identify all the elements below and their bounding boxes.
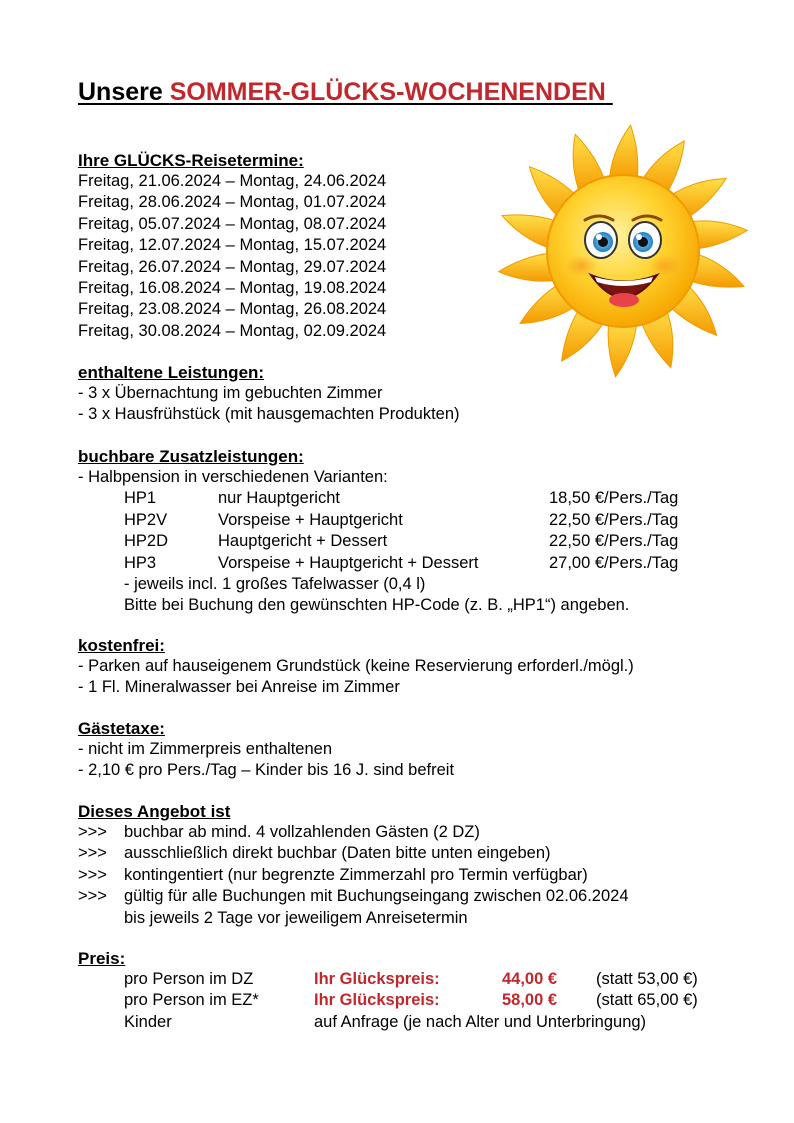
offer-item	[78, 843, 718, 864]
offer-item	[78, 865, 718, 886]
free-item: - Parken auf hauseigenem Grundstück (keine Reservierung erforderl./mögl.)	[78, 657, 634, 675]
offer-text: kontingentiert (nur begrenzte Zimmerzahl pro Termin verfügbar)	[124, 865, 588, 884]
price-label: pro Person im EZ*	[124, 991, 259, 1010]
price-instead: (statt 53,00 €)	[596, 970, 698, 988]
tax-item: - nicht im Zimmerpreis enthaltenen	[78, 740, 333, 758]
offer-marker: >>>	[78, 844, 107, 863]
hp-price: 22,50 €/Pers./Tag	[549, 510, 679, 529]
kids-label: Kinder	[124, 1012, 172, 1031]
extras-note: - jeweils incl. 1 großes Tafelwasser (0,4 l)	[124, 574, 426, 593]
left-cheek	[565, 255, 597, 277]
offer-section	[78, 801, 718, 929]
offer-text: ausschließlich direkt buchbar (Daten bitte unten eingeben)	[124, 844, 551, 863]
hp-option-row	[78, 553, 718, 574]
date-item: Freitag, 21.06.2024 – Montag, 24.06.2024	[78, 172, 387, 190]
hp-desc: nur Hauptgericht	[218, 489, 340, 508]
page-title	[78, 76, 613, 108]
price-label: pro Person im DZ	[124, 970, 254, 988]
price-section	[78, 948, 738, 1033]
kids-value: auf Anfrage (je nach Alter und Unterbringung)	[314, 1012, 647, 1031]
date-item: Freitag, 30.08.2024 – Montag, 02.09.2024	[78, 321, 387, 340]
hp-price: 27,00 €/Pers./Tag	[549, 553, 679, 572]
offer-marker: >>>	[78, 887, 107, 906]
offer-item	[78, 886, 718, 907]
sun-ray	[608, 320, 637, 377]
price-row	[78, 969, 738, 990]
offer-continuation: bis jeweils 2 Tage vor jeweiligem Anreisetermin	[124, 908, 468, 927]
free-heading: kostenfrei:	[78, 636, 165, 655]
hp-code: HP2D	[124, 532, 169, 551]
extras-heading: buchbare Zusatzleistungen:	[78, 447, 304, 466]
right-cheek	[649, 255, 681, 277]
price-heading: Preis:	[78, 949, 126, 968]
included-section	[78, 362, 460, 426]
sun-ray	[609, 125, 638, 182]
hp-code: HP2V	[124, 510, 168, 529]
free-section	[78, 635, 634, 699]
free-item: - 1 Fl. Mineralwasser bei Anreise im Zimmer	[78, 678, 400, 697]
offer-marker: >>>	[78, 865, 107, 884]
offer-heading: Dieses Angebot ist	[78, 802, 231, 821]
tax-section	[78, 718, 454, 782]
price-amount: 44,00 €	[502, 970, 558, 988]
extras-section	[78, 446, 718, 617]
hp-option-row	[78, 510, 718, 531]
dates-heading: Ihre GLÜCKS-Reisetermine:	[78, 151, 304, 170]
hp-price: 22,50 €/Pers./Tag	[549, 532, 679, 551]
extras-intro: - Halbpension in verschiedenen Varianten:	[78, 468, 388, 486]
price-instead: (statt 65,00 €)	[596, 991, 698, 1010]
tax-item: - 2,10 € pro Pers./Tag – Kinder bis 16 J. sind befreit	[78, 761, 455, 780]
tax-heading: Gästetaxe:	[78, 719, 165, 738]
offer-text: buchbar ab mind. 4 vollzahlenden Gästen (2 DZ)	[124, 823, 480, 841]
price-row	[78, 1012, 738, 1033]
hp-option-row	[78, 488, 718, 509]
hp-desc: Vorspeise + Hauptgericht + Dessert	[218, 553, 479, 572]
date-item: Freitag, 26.07.2024 – Montag, 29.07.2024	[78, 257, 387, 276]
hp-option-row	[78, 531, 718, 552]
included-item: - 3 x Hausfrühstück (mit hausgemachten Produkten)	[78, 405, 460, 424]
offer-text: gültig für alle Buchungen mit Buchungseingang zwischen 02.06.2024	[124, 887, 629, 906]
dates-section	[78, 150, 386, 342]
price-row	[78, 990, 738, 1011]
offer-item	[78, 822, 718, 843]
date-item: Freitag, 05.07.2024 – Montag, 08.07.2024	[78, 214, 387, 233]
included-heading: enthaltene Leistungen:	[78, 363, 265, 382]
included-item: - 3 x Übernachtung im gebuchten Zimmer	[78, 384, 383, 402]
offer-marker: >>>	[78, 823, 107, 841]
date-item: Freitag, 28.06.2024 – Montag, 01.07.2024	[78, 193, 387, 212]
smiling-sun-icon	[495, 120, 751, 382]
hp-desc: Hauptgericht + Dessert	[218, 532, 388, 551]
extras-note: Bitte bei Buchung den gewünschten HP-Code (z. B. „HP1“) angeben.	[124, 596, 630, 615]
date-item: Freitag, 23.08.2024 – Montag, 26.08.2024	[78, 300, 387, 319]
hp-code: HP1	[124, 489, 157, 508]
title-prefix: Unsere	[78, 78, 170, 106]
title-highlight: SOMMER-GLÜCKS-WOCHENENDEN	[169, 78, 606, 106]
price-amount: 58,00 €	[502, 991, 558, 1010]
hp-price: 18,50 €/Pers./Tag	[549, 489, 679, 508]
date-item: Freitag, 16.08.2024 – Montag, 19.08.2024	[78, 279, 387, 298]
hp-desc: Vorspeise + Hauptgericht	[218, 510, 403, 529]
price-tag: Ihr Glückspreis:	[314, 970, 440, 988]
hp-code: HP3	[124, 553, 157, 572]
date-item: Freitag, 12.07.2024 – Montag, 15.07.2024	[78, 236, 387, 255]
price-tag: Ihr Glückspreis:	[314, 991, 440, 1010]
title-underline	[78, 78, 613, 106]
